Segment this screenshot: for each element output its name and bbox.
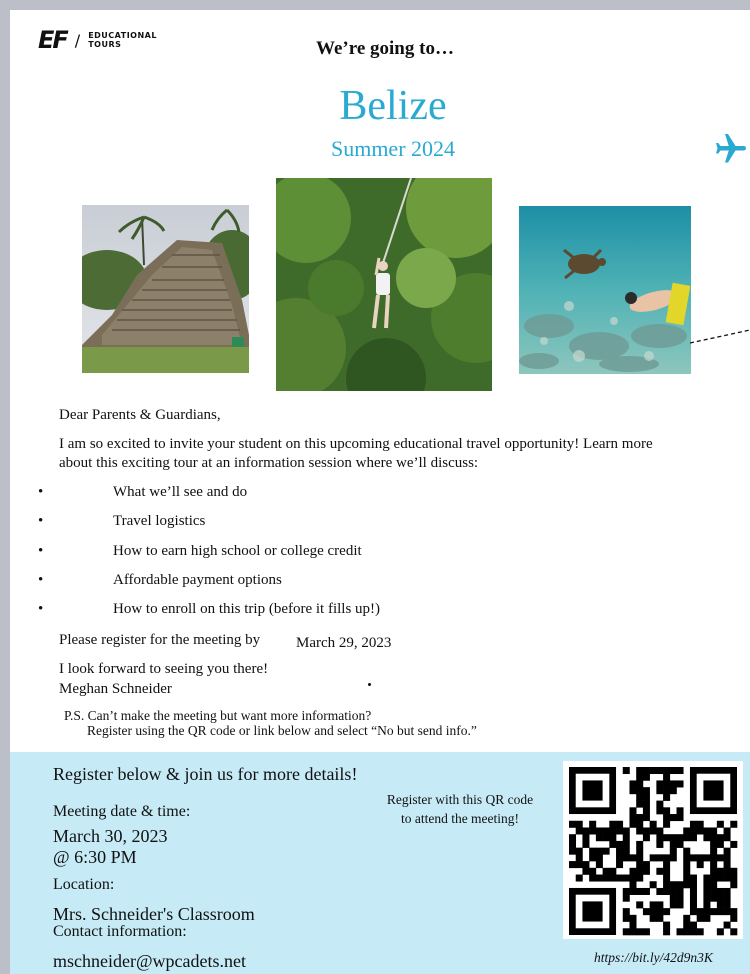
closing-line: I look forward to seeing you there! (59, 661, 269, 677)
greeting: Dear Parents & Guardians, (59, 407, 221, 423)
intro-heading: We’re going to… (316, 38, 454, 59)
intro-line-2: about this exciting tour at an information session where we’ll discuss: (59, 455, 479, 471)
list-item: Affordable payment options (113, 572, 282, 588)
ef-logo: EF / EDUCATIONAL TOURS (38, 26, 157, 54)
mayan-ruins-photo (82, 205, 249, 373)
qr-caption: Register with this QR code to attend the meeting! (386, 792, 534, 826)
meeting-label: Meeting date & time: (53, 803, 191, 820)
airplane-icon (713, 130, 749, 168)
register-deadline: March 29, 2023 (296, 635, 392, 651)
register-prompt: Please register for the meeting by (59, 632, 261, 648)
ps-line-1: P.S. Can’t make the meeting but want more information? (64, 708, 372, 723)
logo-line-2: TOURS (88, 40, 122, 49)
contact-label: Contact information: (53, 923, 187, 940)
list-item: How to enroll on this trip (before it fills up!) (113, 601, 381, 617)
top-border (0, 0, 750, 10)
qr-code[interactable] (563, 761, 743, 939)
location-value: Mrs. Schneider's Classroom (53, 904, 255, 924)
contact-email[interactable]: mschneider@wpcadets.net (53, 951, 247, 971)
logo-mark: EF (38, 26, 67, 54)
list-item: What we’ll see and do (113, 484, 248, 500)
footer-heading: Register below & join us for more details! (53, 764, 358, 784)
logo-line-1: EDUCATIONAL (88, 31, 157, 40)
meeting-date: March 30, 2023 (53, 826, 168, 846)
dashed-route-line (690, 326, 750, 346)
meeting-time: @ 6:30 PM (53, 847, 137, 867)
list-item: How to earn high school or college credit (113, 543, 362, 559)
stray-dot (368, 683, 371, 686)
intro-line-1: I am so excited to invite your student on this upcoming educational travel opportunity! Learn more (59, 436, 653, 452)
destination-title: Belize (339, 83, 447, 129)
short-link[interactable]: https://bit.ly/42d9n3K (594, 950, 713, 965)
ps-line-2: Register using the QR code or link below and select “No but send info.” (87, 723, 477, 738)
sea-turtle-photo (519, 206, 691, 374)
location-label: Location: (53, 876, 115, 893)
zipline-photo (276, 178, 492, 391)
season-subtitle: Summer 2024 (330, 136, 456, 161)
signature: Meghan Schneider (59, 681, 172, 697)
list-item: Travel logistics (113, 513, 206, 529)
